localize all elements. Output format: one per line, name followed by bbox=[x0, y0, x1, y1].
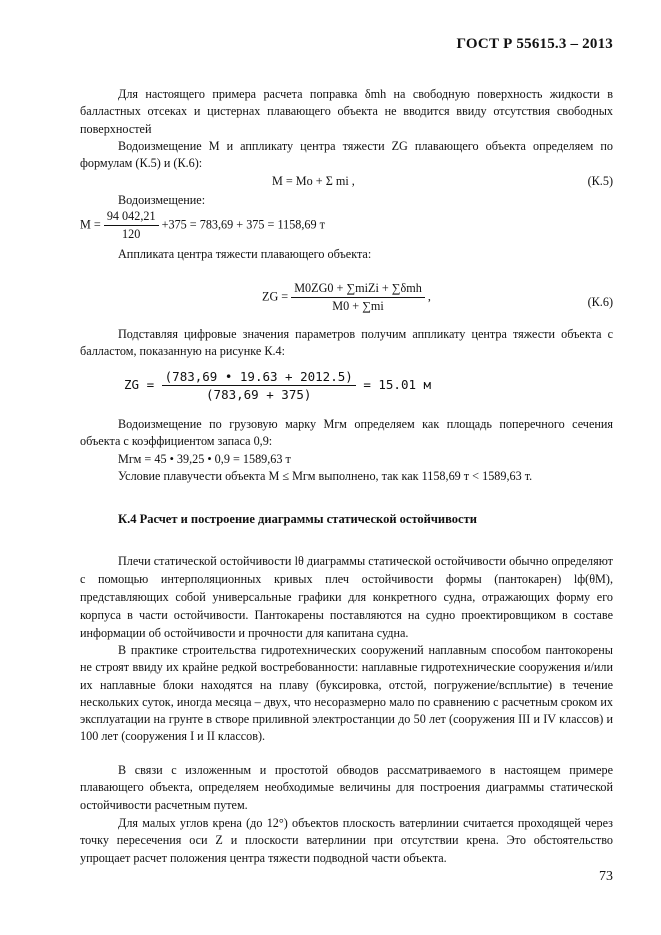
calc-load-line: Mгм = 45 • 39,25 • 0,9 = 1589,63 т bbox=[118, 452, 291, 466]
calc-applicate-result: = 15.01 м bbox=[363, 377, 432, 392]
paragraph-substitution: Подставляя цифровые значения параметров получим аппликату центра тяжести объекта с балластом, показанную на рисунке К.4: bbox=[80, 327, 613, 359]
calc-displacement bbox=[80, 209, 325, 242]
formula-k6-lhs: ZG = bbox=[262, 289, 289, 304]
page-number: 73 bbox=[599, 869, 613, 884]
paragraph-buoyancy: Условие плавучести объекта M ≤ Mгм выполнено, так как 1158,69 т < 1589,63 т. bbox=[118, 469, 533, 483]
document-header: ГОСТ Р 55615.3 – 2013 bbox=[456, 36, 613, 52]
paragraph-practice: В практике строительства гидротехнических сооружений наплавным способом пантокорены не строят ввиду их крайне редкой востребованности: наплавные гидротехнические сооружения и/или их наплавные блоки находятся на плаву (буксировка, отстой, погружение/всплытие) в течение нескольких суток, иногда месяца – двух, что несоразмерно мало по сравнению с расчетным сроком их эксплуатации на грунте в створе приливной электростанции до 50 лет (сооружения III и IV классов) и 100 лет (сооружения I и II классов). bbox=[80, 643, 613, 744]
calc-applicate-numerator: (783,69 • 19.63 + 2012.5) bbox=[162, 369, 356, 386]
paragraph-small-angles: Для малых углов крена (до 12°) объектов плоскость ватерлинии считается проходящей через точку пересечения оси Z и плоскости ватерлинии при отсутствии крена. Это обстоятельство упрощает расчет положения центра тяжести подводной части объекта. bbox=[80, 816, 613, 865]
calc-displacement-lhs: M = bbox=[80, 217, 101, 232]
calc-displacement-numerator: 94 042,21 bbox=[104, 209, 159, 226]
formula-k5: M = Mо + Σ mi , bbox=[272, 174, 355, 188]
formula-k5-number: (К.5) bbox=[587, 174, 613, 188]
calc-applicate-denominator: (783,69 + 375) bbox=[206, 387, 312, 402]
calc-displacement-denominator: 120 bbox=[122, 227, 141, 241]
calc-displacement-rest: +375 = 783,69 + 375 = 1158,69 т bbox=[161, 217, 325, 232]
formula-k6-denominator: M0 + ∑mi bbox=[332, 299, 384, 313]
paragraph-stability-arms: Плечи статической остойчивости lθ диаграммы статической остойчивости обычно определяют с помощью интерполяционных кривых плеч остойчивости формы (пантокарен) lф(θM), представляющих собой универсальные графики для конкретного судна, отражающих форму его корпуса в части остойчивости. Пантокарены поставляются на судно проектировщиком в составе информации об остойчивости и прочности для капитана судна. bbox=[80, 554, 613, 640]
formula-k6-fraction bbox=[291, 281, 425, 314]
calc-applicate bbox=[124, 369, 431, 402]
label-displacement: Водоизмещение: bbox=[118, 193, 206, 207]
calc-displacement-fraction bbox=[104, 209, 159, 242]
paragraph-load-line: Водоизмещение по грузовую марку Mгм определяем как площадь поперечного сечения объекта с коэффициентом запаса 0,9: bbox=[80, 417, 613, 449]
formula-k6-numerator: M0ZG0 + ∑miZi + ∑δmh bbox=[291, 281, 425, 298]
formula-k6-number: (К.6) bbox=[587, 295, 613, 309]
formula-k6: ZG = $\frac{\text{M0ZG0 + ∑miZi + ∑δmh}}{M0 + \sum mi}$ , bbox=[262, 281, 431, 313]
calc-applicate-fraction bbox=[162, 369, 356, 402]
paragraph-free-surface: Для настоящего примера расчета поправка δmh на свободную поверхность жидкости в балластных отсеках и цистернах плавающего объекта не вводится ввиду отсутствия свободных поверхностей bbox=[80, 87, 613, 136]
calc-applicate-lhs: ZG = bbox=[124, 377, 155, 392]
label-applicate: Аппликата центра тяжести плавающего объекта: bbox=[118, 247, 372, 261]
section-heading: К.4 Расчет и построение диаграммы статической остойчивости bbox=[118, 512, 477, 526]
paragraph-displacement-intro: Водоизмещение M и аппликату центра тяжести ZG плавающего объекта определяем по формулам (К.5) и (К.6): bbox=[80, 139, 613, 171]
paragraph-simplicity: В связи с изложенным и простотой обводов рассматриваемого в настоящем примере плавающего объекта, определяем необходимые величины для построения диаграммы статической остойчивости расчетным путем. bbox=[80, 763, 613, 812]
